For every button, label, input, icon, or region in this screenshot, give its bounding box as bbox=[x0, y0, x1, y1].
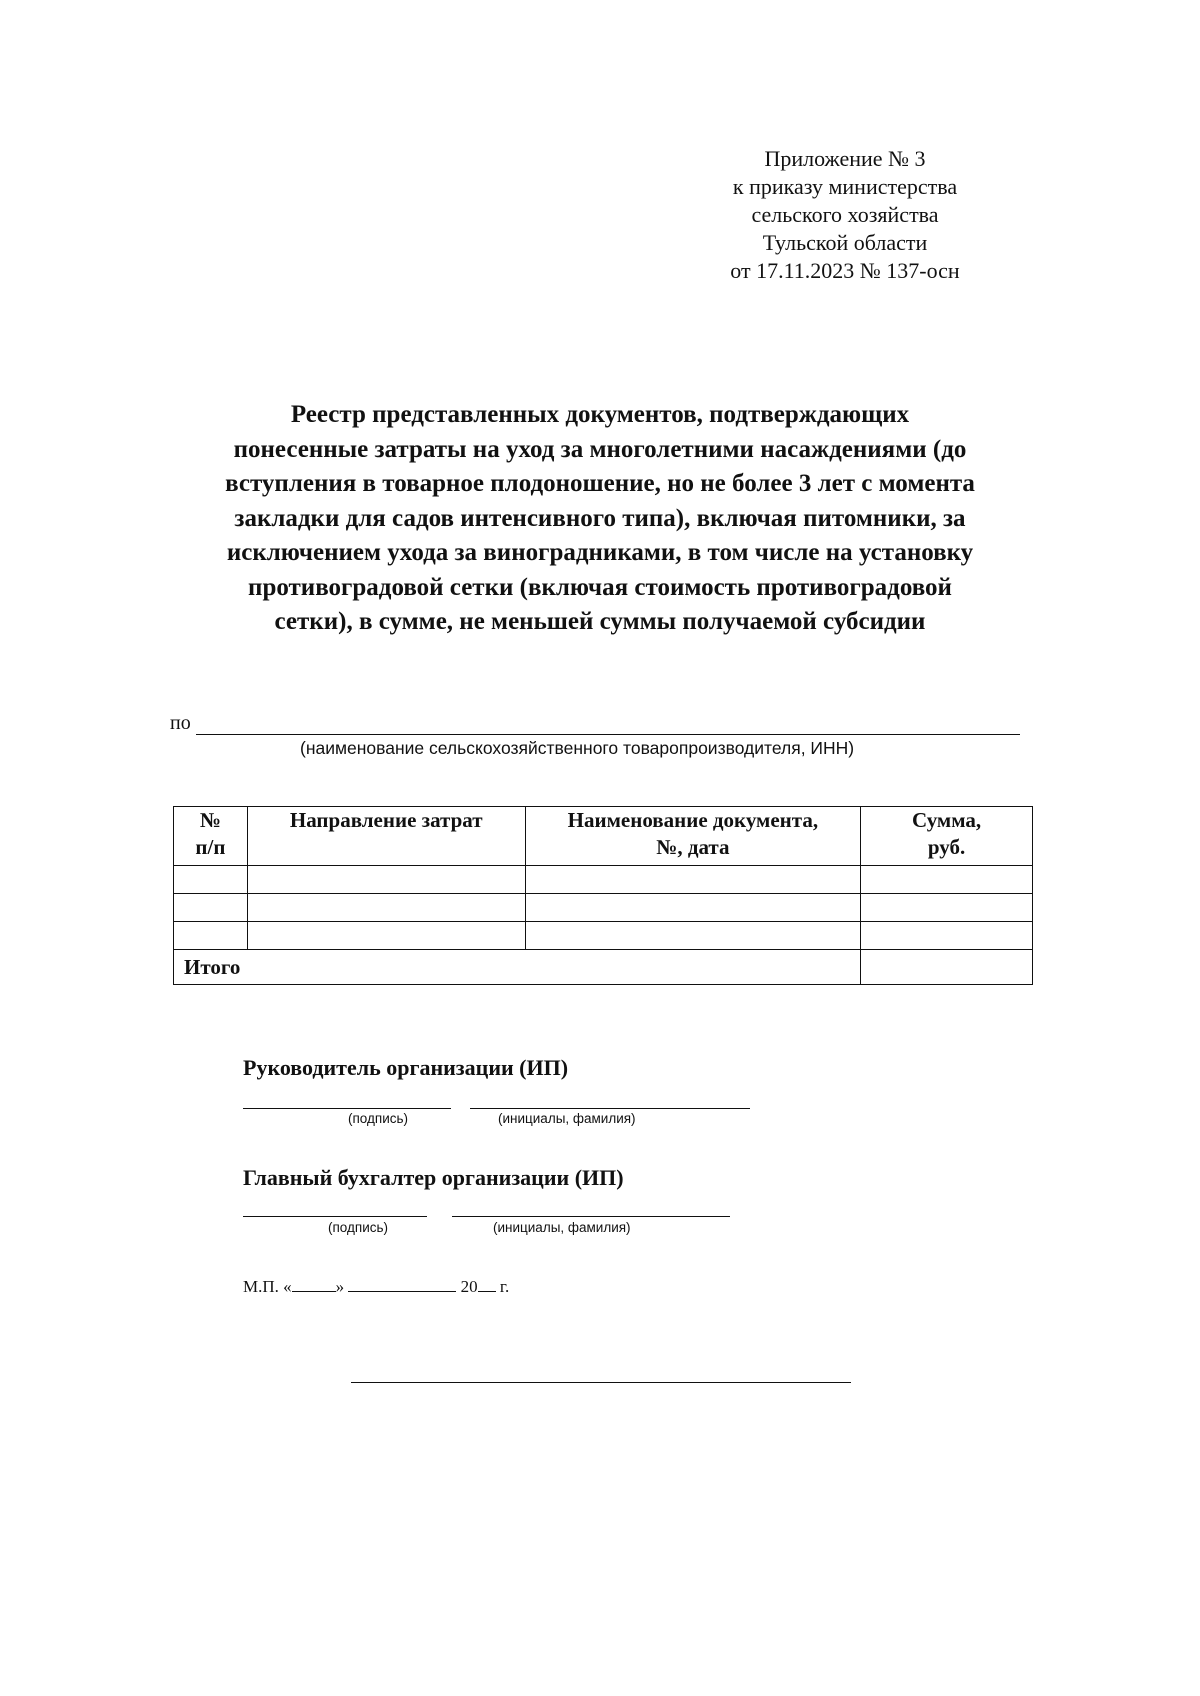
table-row bbox=[174, 866, 1033, 894]
table-row bbox=[174, 894, 1033, 922]
title-line: противоградовой сетки (включая стоимость противоградовой bbox=[248, 573, 952, 601]
appendix-line: к приказу министерства bbox=[732, 174, 958, 199]
total-label: Итого bbox=[174, 950, 861, 985]
header-text: Направление затрат bbox=[289, 808, 483, 832]
table-cell[interactable] bbox=[861, 866, 1033, 894]
header-text: Сумма, bbox=[912, 808, 982, 832]
year-field[interactable] bbox=[478, 1277, 496, 1292]
header-text: Наименование документа, bbox=[567, 808, 819, 832]
accountant-signature-caption: (подпись) bbox=[328, 1220, 389, 1235]
table-cell[interactable] bbox=[247, 866, 525, 894]
title-line: сетки), в сумме, не меньшей суммы получаемой субсидии bbox=[274, 608, 926, 635]
head-name-line[interactable] bbox=[470, 1108, 750, 1109]
header-text: №, дата bbox=[656, 835, 730, 859]
total-sum-cell[interactable] bbox=[861, 950, 1033, 985]
table-header-row bbox=[174, 807, 1033, 866]
header-number bbox=[174, 807, 248, 866]
year-prefix: 20 bbox=[460, 1277, 478, 1296]
producer-field[interactable] bbox=[170, 712, 1020, 740]
producer-label: по bbox=[170, 712, 191, 734]
table-cell[interactable] bbox=[525, 866, 861, 894]
accountant-signature-line[interactable] bbox=[243, 1216, 427, 1217]
header-text: п/п bbox=[195, 835, 226, 859]
table-cell[interactable] bbox=[247, 894, 525, 922]
title-line: Реестр представленных документов, подтверждающих bbox=[290, 401, 910, 428]
head-name-caption: (инициалы, фамилия) bbox=[498, 1111, 636, 1126]
table-cell[interactable] bbox=[174, 922, 248, 950]
header-document bbox=[525, 807, 861, 866]
table-cell[interactable] bbox=[247, 922, 525, 950]
accountant-name-caption: (инициалы, фамилия) bbox=[493, 1220, 631, 1235]
title-line: закладки для садов интенсивного типа), включая питомники, за bbox=[234, 504, 966, 532]
month-field[interactable] bbox=[348, 1277, 456, 1292]
producer-caption: (наименование сельскохозяйственного товаропроизводителя, ИНН) bbox=[300, 738, 855, 758]
head-signature-line[interactable] bbox=[243, 1108, 451, 1109]
table-cell[interactable] bbox=[525, 922, 861, 950]
title-line: вступления в товарное плодоношение, но не более 3 лет с момента bbox=[225, 470, 975, 497]
head-signature-caption: (подпись) bbox=[348, 1111, 409, 1126]
table-row bbox=[174, 922, 1033, 950]
close-quote: » bbox=[335, 1277, 345, 1296]
open-quote: « bbox=[283, 1277, 292, 1296]
appendix-line: Приложение № 3 bbox=[764, 146, 926, 171]
appendix-block bbox=[690, 145, 1000, 285]
total-row bbox=[174, 950, 1033, 985]
appendix-line: от 17.11.2023 № 137-осн bbox=[730, 258, 960, 283]
year-suffix: г. bbox=[499, 1277, 510, 1296]
title-line: понесенные затраты на уход за многолетними насаждениями (до bbox=[233, 435, 967, 463]
producer-underline bbox=[196, 734, 1020, 735]
table-cell[interactable] bbox=[525, 894, 861, 922]
header-text: № bbox=[199, 808, 221, 832]
table-cell[interactable] bbox=[861, 922, 1033, 950]
header-sum bbox=[861, 807, 1033, 866]
table-cell[interactable] bbox=[174, 894, 248, 922]
title-line: исключением ухода за виноградниками, в том числе на установку bbox=[226, 539, 974, 566]
header-direction bbox=[247, 807, 525, 866]
stamp-label: М.П. bbox=[243, 1277, 279, 1296]
day-field[interactable] bbox=[292, 1277, 336, 1292]
document-title bbox=[150, 398, 1050, 640]
head-signature-title: Руководитель организации (ИП) bbox=[243, 1055, 569, 1080]
accountant-signature-title: Главный бухгалтер организации (ИП) bbox=[243, 1165, 624, 1190]
registry-table bbox=[173, 806, 1033, 985]
accountant-name-line[interactable] bbox=[452, 1216, 730, 1217]
appendix-line: Тульской области bbox=[762, 230, 928, 255]
stamp-date-line bbox=[243, 1277, 509, 1297]
closing-divider bbox=[351, 1382, 851, 1383]
table-cell[interactable] bbox=[861, 894, 1033, 922]
table-cell[interactable] bbox=[174, 866, 248, 894]
header-text: руб. bbox=[927, 835, 966, 859]
appendix-line: сельского хозяйства bbox=[751, 202, 939, 227]
